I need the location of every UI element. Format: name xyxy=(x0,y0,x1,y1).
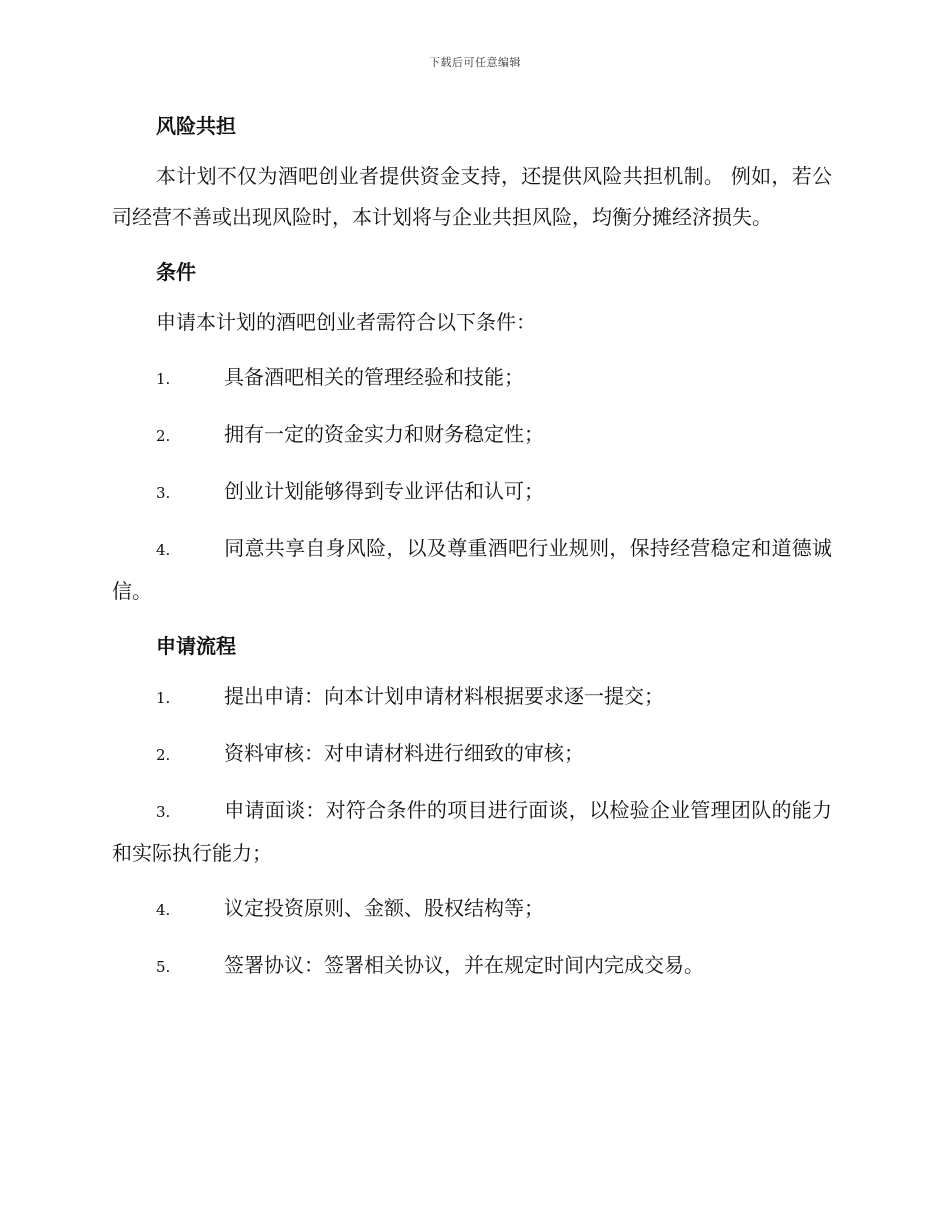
list-number: 2. xyxy=(156,427,171,445)
process-list xyxy=(112,676,832,988)
list-number: 3. xyxy=(156,803,171,821)
conditions-intro: 申请本计划的酒吧创业者需符合以下条件： xyxy=(156,310,536,334)
list-text: 提出申请：向本计划申请材料根据要求逐一提交； xyxy=(224,684,664,708)
list-number: 4. xyxy=(156,541,171,559)
list-text: 创业计划能够得到专业评估和认可； xyxy=(224,479,544,503)
list-text: 同意共享自身风险，以及尊重酒吧行业规则，保持经营稳定和道德诚信。 xyxy=(112,536,832,603)
list-item xyxy=(112,357,832,400)
section-heading-process: 申请流程 xyxy=(156,634,236,658)
page-header: 下载后可任意编辑 xyxy=(429,56,521,69)
list-item xyxy=(112,676,832,719)
list-number: 2. xyxy=(156,746,171,764)
section-heading-risk: 风险共担 xyxy=(156,114,236,138)
risk-paragraph: 本计划不仅为酒吧创业者提供资金支持，还提供风险共担机制。 例如，若公司经营不善或出现风险时，本计划将与企业共担风险，均衡分摊经济损失。 xyxy=(112,164,832,229)
list-text: 资料审核：对申请材料进行细致的审核； xyxy=(224,741,584,765)
section-heading-conditions: 条件 xyxy=(156,260,196,284)
list-number: 1. xyxy=(156,689,171,707)
list-item xyxy=(112,790,832,874)
list-item xyxy=(112,888,832,931)
list-text: 议定投资原则、金额、股权结构等； xyxy=(224,896,544,920)
list-number: 1. xyxy=(156,370,171,388)
list-item xyxy=(112,945,832,988)
list-text: 申请面谈：对符合条件的项目进行面谈，以检验企业管理团队的能力和实际执行能力； xyxy=(112,798,832,865)
list-text: 拥有一定的资金实力和财务稳定性； xyxy=(224,422,544,446)
document-body xyxy=(112,106,832,988)
list-text: 签署协议：签署相关协议，并在规定时间内完成交易。 xyxy=(224,953,704,977)
list-number: 4. xyxy=(156,901,171,919)
list-item xyxy=(112,528,832,612)
conditions-list xyxy=(112,357,832,612)
list-item xyxy=(112,733,832,776)
list-item xyxy=(112,471,832,514)
list-text: 具备酒吧相关的管理经验和技能； xyxy=(224,365,524,389)
list-number: 3. xyxy=(156,484,171,502)
list-number: 5. xyxy=(156,958,171,976)
list-item xyxy=(112,414,832,457)
